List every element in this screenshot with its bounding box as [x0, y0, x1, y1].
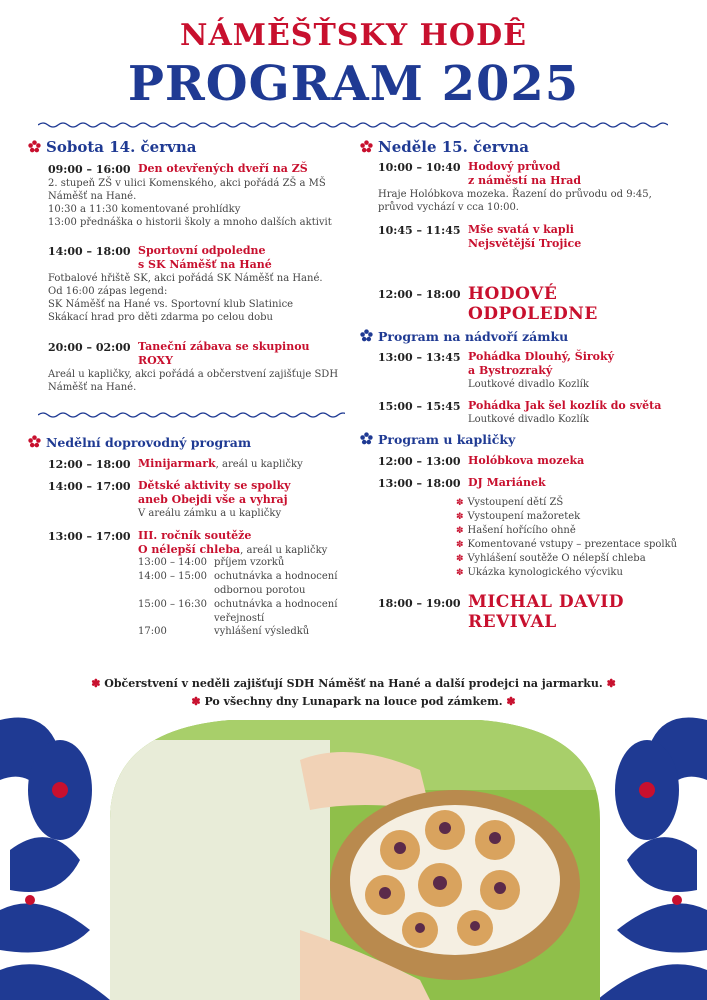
schedule-desc: ochutnávka a hodnocení odbornou porotou — [214, 571, 338, 596]
event-time: 12:00 – 18:00 — [378, 288, 461, 301]
sunday-side-heading: Nedělní doprovodný program — [28, 435, 251, 450]
event-title-big: HODOVÉ ODPOLEDNE — [468, 284, 598, 324]
event-desc: Loutkové divadlo Kozlík — [468, 379, 589, 390]
event-time: 14:00 – 18:00 — [48, 245, 131, 258]
schedule-time: 14:00 – 15:00 — [138, 571, 207, 582]
event-time: 14:00 – 17:00 — [48, 480, 131, 493]
event-time: 09:00 – 16:00 — [48, 163, 131, 176]
event-title: DJ Mariánek — [468, 476, 546, 489]
flower-icon — [360, 140, 373, 153]
schedule-time: 13:00 – 14:00 — [138, 557, 207, 568]
event-desc: Areál u kapličky, akci pořádá a občerstvení zajišťuje SDH Náměšť na Hané. — [48, 369, 339, 393]
wavy-divider — [38, 121, 668, 129]
event-title: Mše svatá v kapli Nejsvětější Trojice — [468, 223, 582, 250]
list-item: ✽ Hašení hořícího ohně — [456, 525, 576, 536]
event-title: III. ročník soutěže O nélepší chleba, areál u kapličky — [138, 529, 328, 556]
list-item: ✽ Komentované vstupy – prezentace spolků — [456, 539, 678, 550]
wavy-divider — [38, 411, 345, 419]
title-main: PROGRAM 2025 — [127, 56, 580, 112]
saturday-heading-text: Sobota 14. června — [46, 138, 197, 156]
event-title: Den otevřených dveří na ZŠ — [138, 162, 308, 175]
footer-line-2: ✽ Po všechny dny Lunapark na louce pod zámkem. ✽ — [191, 695, 516, 708]
event-title: Holóbkova mozeka — [468, 454, 585, 467]
event-desc: Fotbalové hřiště SK, akci pořádá SK Náměšť na Hané. Od 16:00 zápas legend: SK Náměšť na Hané vs. Sportovní klub Slatinice Skákací hrad pro děti zdarma po celou dobu — [48, 273, 323, 323]
event-time: 13:00 – 18:00 — [378, 477, 461, 490]
event-title: Pohádka Jak šel kozlík do světa — [468, 399, 662, 412]
flower-icon — [28, 435, 41, 448]
folk-ornament-left — [0, 718, 110, 1000]
title-top: NÁMĚŠŤSKY HODÊ — [180, 18, 527, 53]
folk-ornament-right — [597, 718, 707, 1000]
event-time: 15:00 – 15:45 — [378, 400, 461, 413]
event-time: 12:00 – 13:00 — [378, 455, 461, 468]
event-time: 18:00 – 19:00 — [378, 597, 461, 610]
saturday-heading — [28, 138, 196, 156]
list-item: ✽ Vystoupení mažoretek — [456, 511, 581, 522]
flower-icon — [28, 140, 41, 153]
list-item: ✽ Ukázka kynologického výcviku — [456, 567, 623, 578]
event-desc: Hraje Holóbkova mozeka. Řazení do průvodu od 9:45, průvod vychází v cca 10:00. — [378, 189, 652, 213]
schedule-desc: příjem vzorků — [214, 557, 285, 568]
list-item: ✽ Vystoupení dětí ZŠ — [456, 497, 564, 508]
schedule-desc: ochutnávka a hodnocení veřejností — [214, 599, 338, 624]
event-desc: V areálu zámku a u kapličky — [138, 508, 282, 519]
schedule-desc: vyhlášení výsledků — [214, 626, 310, 637]
event-time: 12:00 – 18:00 — [48, 458, 131, 471]
flower-icon — [360, 432, 373, 445]
event-time: 20:00 – 02:00 — [48, 341, 131, 354]
event-title: Sportovní odpoledne s SK Náměšť na Hané — [138, 244, 272, 271]
schedule-time: 15:00 – 16:30 — [138, 599, 207, 610]
event-time: 10:45 – 11:45 — [378, 224, 461, 237]
event-desc: 2. stupeň ZŠ v ulici Komenského, akci pořádá ZŠ a MŠ Náměšť na Hané. 10:30 a 11:30 komentované prohlídky 13:00 přednáška o historii školy a mnoho dalších aktivit — [48, 178, 332, 228]
event-title: Minijarmark, areál u kapličky — [138, 457, 303, 470]
schedule-time: 17:00 — [138, 626, 167, 637]
event-desc: Loutkové divadlo Kozlík — [468, 414, 589, 425]
event-title: Taneční zábava se skupinou ROXY — [138, 340, 310, 367]
flower-icon — [360, 329, 373, 342]
event-title: Hodový průvod z náměstí na Hrad — [468, 160, 582, 187]
footer-line-1: ✽ Občerstvení v neděli zajišťují SDH Náměšť na Hané a další prodejci na jarmarku. ✽ — [91, 677, 616, 690]
sunday-heading: Neděle 15. června — [360, 138, 529, 156]
event-time: 13:00 – 17:00 — [48, 530, 131, 543]
chapel-heading: Program u kapličky — [360, 432, 515, 447]
event-title: Pohádka Dlouhý, Široký a Bystrozraký — [468, 350, 615, 377]
event-title-big: MICHAL DAVID REVIVAL — [468, 592, 625, 632]
castle-heading: Program na nádvoří zámku — [360, 329, 568, 344]
event-time: 13:00 – 13:45 — [378, 351, 461, 364]
list-item: ✽ Vyhlášení soutěže O nélepší chleba — [456, 553, 646, 564]
event-title: Dětské aktivity se spolky aneb Obejdi vše a vyhraj — [138, 479, 291, 506]
kolache-photo-illustration — [0, 700, 707, 1000]
event-time: 10:00 – 10:40 — [378, 161, 461, 174]
